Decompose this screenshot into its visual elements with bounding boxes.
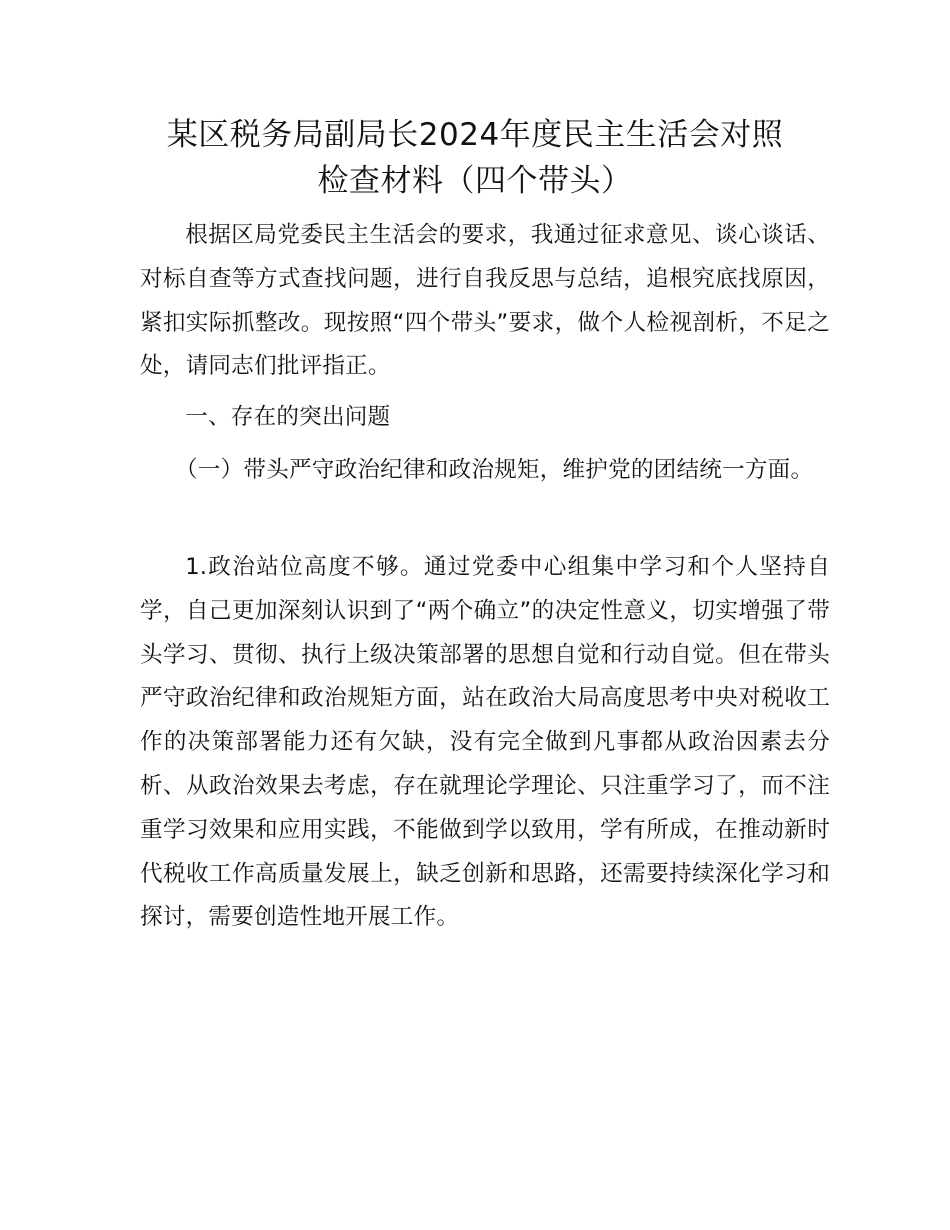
body-paragraph: 1.政治站位高度不够。通过党委中心组集中学习和个人坚持自学，自己更加深刻认识到了“两个确立”的决定性意义，切实增强了带头学习、贯彻、执行上级决策部署的思想自觉和行动自觉。但在带头严守政治纪律和政治规矩方面，站在政治大局高度思考中央对税收工作的决策部署能力还有欠缺，没有完全做到凡事都从政治因素去分析、从政治效果去考虑，存在就理论学理论、只注重学习了，而不注重学习效果和应用实践，不能做到学以致用，学有所成，在推动新时代税收工作高质量发展上，缺乏创新和思路，还需要持续深化学习和探讨，需要创造性地开展工作。 [140,554,830,931]
document-title [120,112,830,204]
title-line-1: 某区税务局副局长2024年度民主生活会对照 [166,117,784,153]
intro-paragraph: 根据区局党委民主生活会的要求，我通过征求意见、谈心谈话、对标自查等方式查找问题，进行自我反思与总结，追根究底找原因，紧扣实际抓整改。现按照“四个带头”要求，做个人检视剖析，不足之处，请同志们批评指正。 [140,222,830,380]
section-heading: 一、存在的突出问题 [185,404,391,430]
subsection-heading: （一）带头严守政治纪律和政治规矩，维护党的团结统一方面。 [175,457,814,483]
title-line-2: 检查材料（四个带头） [317,163,633,199]
